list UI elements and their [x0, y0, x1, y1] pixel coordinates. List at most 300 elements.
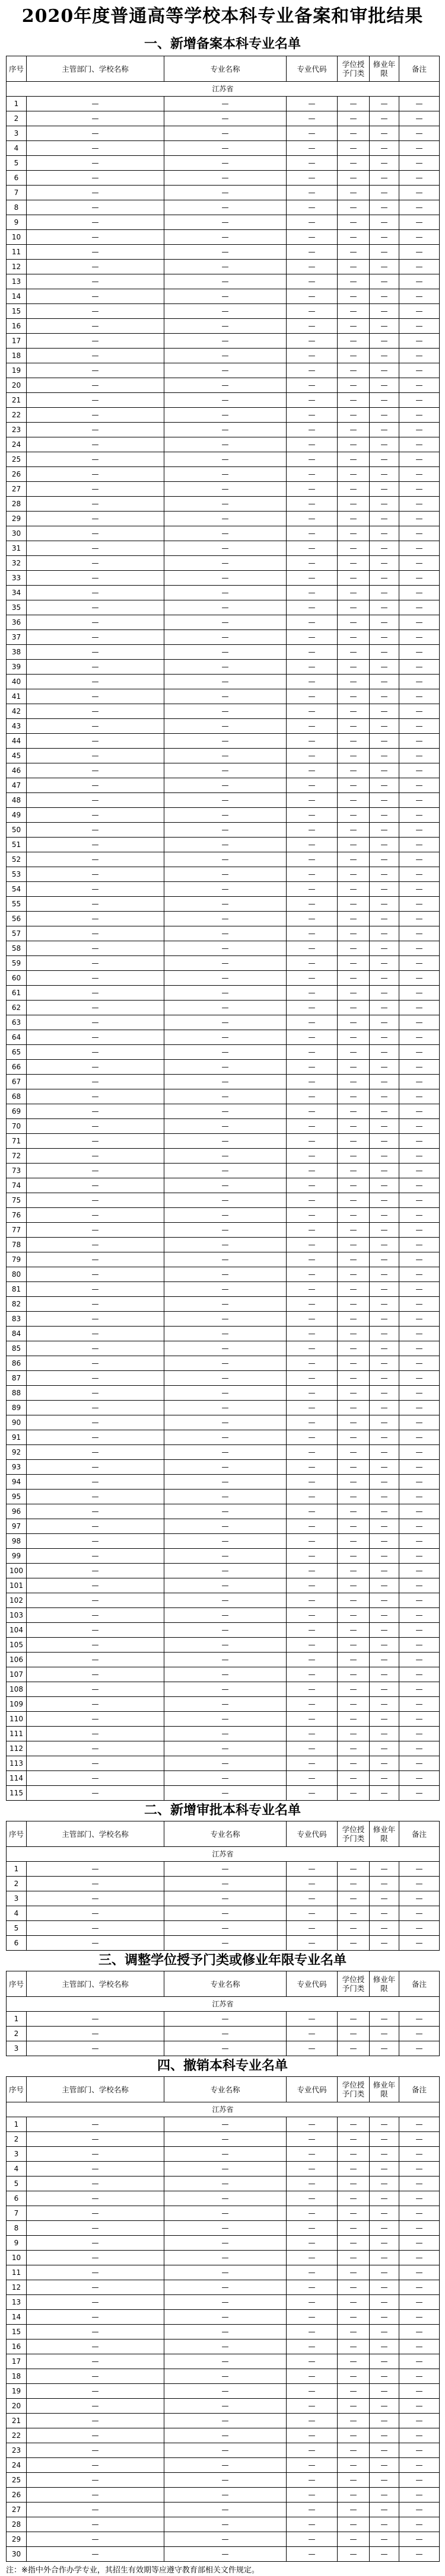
cell-years: — — [370, 2206, 399, 2221]
cell-major: — — [164, 1415, 287, 1430]
cell-code: — — [287, 1475, 338, 1490]
cell-major: — — [164, 823, 287, 838]
cell-years: — — [370, 867, 399, 882]
cell-code: — — [287, 1936, 338, 1951]
row-number: 112 — [7, 1741, 27, 1756]
row-number: 4 — [7, 141, 27, 156]
cell-dept: — — [27, 452, 164, 467]
table-row — [7, 1282, 440, 1297]
row-number: 34 — [7, 586, 27, 600]
cell-code: — — [287, 437, 338, 452]
row-number: 17 — [7, 334, 27, 349]
cell-years: — — [370, 349, 399, 363]
cell-major: — — [164, 1119, 287, 1134]
header-dept: 主管部门、学校名称 — [27, 56, 164, 82]
table-row — [7, 289, 440, 304]
cell-major: — — [164, 245, 287, 260]
cell-years: — — [370, 1341, 399, 1356]
cell-dept: — — [27, 482, 164, 497]
row-number: 1 — [7, 1862, 27, 1877]
cell-code: — — [287, 497, 338, 512]
cell-years: — — [370, 1119, 399, 1134]
cell-note: — — [399, 2458, 440, 2473]
cell-major: — — [164, 1623, 287, 1638]
table-row — [7, 689, 440, 704]
row-number: 2 — [7, 111, 27, 126]
cell-years: — — [370, 2221, 399, 2236]
cell-note: — — [399, 1475, 440, 1490]
cell-years: — — [370, 1460, 399, 1475]
header-note: 备注 — [399, 1821, 440, 1847]
cell-major: — — [164, 1327, 287, 1341]
row-number: 11 — [7, 245, 27, 260]
cell-code: — — [287, 675, 338, 689]
cell-note: — — [399, 1164, 440, 1178]
cell-years: — — [370, 126, 399, 141]
cell-dept: — — [27, 2354, 164, 2369]
cell-dept: — — [27, 349, 164, 363]
cell-dept: — — [27, 1104, 164, 1119]
table-header-row — [7, 1821, 440, 1847]
cell-major: — — [164, 660, 287, 675]
cell-note: — — [399, 1578, 440, 1593]
cell-note: — — [399, 867, 440, 882]
table-row — [7, 882, 440, 897]
table-row — [7, 586, 440, 600]
cell-code: — — [287, 408, 338, 423]
cell-note: — — [399, 734, 440, 749]
cell-major: — — [164, 645, 287, 660]
row-number: 30 — [7, 526, 27, 541]
cell-code: — — [287, 1089, 338, 1104]
cell-major: — — [164, 1252, 287, 1267]
cell-dept: — — [27, 689, 164, 704]
cell-dept: — — [27, 852, 164, 867]
cell-major: — — [164, 897, 287, 912]
cell-note: — — [399, 541, 440, 556]
cell-dept: — — [27, 230, 164, 245]
cell-degree: — — [338, 719, 370, 734]
cell-degree: — — [338, 1223, 370, 1238]
cell-major: — — [164, 1149, 287, 1164]
cell-dept: — — [27, 719, 164, 734]
cell-years: — — [370, 1030, 399, 1045]
region-row — [7, 82, 440, 97]
cell-dept: — — [27, 1386, 164, 1401]
cell-note: — — [399, 186, 440, 200]
cell-degree: — — [338, 1549, 370, 1564]
cell-major: — — [164, 230, 287, 245]
cell-dept: — — [27, 1460, 164, 1475]
cell-years: — — [370, 2177, 399, 2191]
cell-dept: — — [27, 1504, 164, 1519]
row-number: 94 — [7, 1475, 27, 1490]
table-row — [7, 1193, 440, 1208]
table-row — [7, 1371, 440, 1386]
cell-code: — — [287, 793, 338, 808]
cell-note: — — [399, 823, 440, 838]
cell-code: — — [287, 2443, 338, 2458]
table-row — [7, 1327, 440, 1341]
cell-note: — — [399, 482, 440, 497]
cell-years: — — [370, 363, 399, 378]
cell-major: — — [164, 126, 287, 141]
cell-years: — — [370, 1178, 399, 1193]
cell-degree: — — [338, 660, 370, 675]
cell-code: — — [287, 808, 338, 823]
cell-dept: — — [27, 912, 164, 926]
cell-code: — — [287, 1564, 338, 1578]
table-header-row — [7, 2077, 440, 2102]
table-row — [7, 1075, 440, 1089]
table-row — [7, 986, 440, 1001]
cell-dept: — — [27, 1356, 164, 1371]
cell-years: — — [370, 2532, 399, 2547]
cell-note: — — [399, 171, 440, 186]
cell-code: — — [287, 1727, 338, 1741]
cell-degree: — — [338, 675, 370, 689]
row-number: 9 — [7, 215, 27, 230]
cell-dept: — — [27, 497, 164, 512]
row-number: 19 — [7, 363, 27, 378]
row-number: 38 — [7, 645, 27, 660]
cell-dept: — — [27, 1756, 164, 1771]
cell-degree: — — [338, 645, 370, 660]
table-row — [7, 1891, 440, 1906]
table-row — [7, 793, 440, 808]
cell-note: — — [399, 2488, 440, 2503]
cell-dept: — — [27, 2041, 164, 2056]
cell-dept: — — [27, 437, 164, 452]
cell-note: — — [399, 971, 440, 986]
cell-major: — — [164, 734, 287, 749]
cell-dept: — — [27, 1327, 164, 1341]
cell-code: — — [287, 1341, 338, 1356]
cell-code: — — [287, 423, 338, 437]
cell-major: — — [164, 912, 287, 926]
cell-note: — — [399, 1697, 440, 1712]
cell-years: — — [370, 230, 399, 245]
cell-dept: — — [27, 2012, 164, 2027]
cell-note: — — [399, 1356, 440, 1371]
table-row — [7, 1445, 440, 1460]
cell-dept: — — [27, 986, 164, 1001]
cell-major: — — [164, 1060, 287, 1075]
cell-note: — — [399, 1460, 440, 1475]
cell-degree: — — [338, 1756, 370, 1771]
cell-major: — — [164, 1282, 287, 1297]
cell-note: — — [399, 1030, 440, 1045]
row-number: 16 — [7, 319, 27, 334]
cell-years: — — [370, 2369, 399, 2384]
table-row — [7, 423, 440, 437]
cell-dept: — — [27, 1282, 164, 1297]
cell-degree: — — [338, 482, 370, 497]
cell-degree: — — [338, 2340, 370, 2354]
cell-note: — — [399, 1756, 440, 1771]
table-row — [7, 274, 440, 289]
cell-years: — — [370, 2041, 399, 2056]
header-no: 序号 — [7, 1971, 27, 1997]
row-number: 13 — [7, 274, 27, 289]
cell-years: — — [370, 2295, 399, 2310]
cell-degree: — — [338, 289, 370, 304]
cell-degree: — — [338, 2027, 370, 2041]
cell-note: — — [399, 1727, 440, 1741]
cell-code: — — [287, 452, 338, 467]
cell-code: — — [287, 2458, 338, 2473]
row-number: 7 — [7, 2206, 27, 2221]
cell-dept: — — [27, 1667, 164, 1682]
cell-degree: — — [338, 1475, 370, 1490]
cell-years: — — [370, 645, 399, 660]
cell-degree: — — [338, 2206, 370, 2221]
cell-code: — — [287, 2369, 338, 2384]
cell-major: — — [164, 1593, 287, 1608]
table-row — [7, 2147, 440, 2162]
cell-degree: — — [338, 126, 370, 141]
cell-degree: — — [338, 1149, 370, 1164]
cell-degree: — — [338, 2443, 370, 2458]
header-major: 专业名称 — [164, 1971, 287, 1997]
cell-note: — — [399, 1877, 440, 1891]
cell-note: — — [399, 289, 440, 304]
row-number: 3 — [7, 2147, 27, 2162]
cell-degree: — — [338, 2132, 370, 2147]
table-row — [7, 2191, 440, 2206]
cell-dept: — — [27, 1727, 164, 1741]
cell-degree: — — [338, 2280, 370, 2295]
row-number: 6 — [7, 171, 27, 186]
cell-code: — — [287, 586, 338, 600]
row-number: 2 — [7, 1877, 27, 1891]
table-row — [7, 2265, 440, 2280]
cell-years: — — [370, 111, 399, 126]
cell-degree: — — [338, 1356, 370, 1371]
cell-note: — — [399, 245, 440, 260]
row-number: 20 — [7, 378, 27, 393]
cell-degree: — — [338, 408, 370, 423]
cell-major: — — [164, 1371, 287, 1386]
cell-years: — — [370, 274, 399, 289]
cell-major: — — [164, 630, 287, 645]
cell-major: — — [164, 852, 287, 867]
row-number: 10 — [7, 230, 27, 245]
cell-years: — — [370, 1712, 399, 1727]
cell-years: — — [370, 749, 399, 763]
cell-degree: — — [338, 808, 370, 823]
cell-years: — — [370, 467, 399, 482]
cell-major: — — [164, 1164, 287, 1178]
cell-years: — — [370, 1682, 399, 1697]
row-number: 84 — [7, 1327, 27, 1341]
cell-dept: — — [27, 2191, 164, 2206]
cell-major: — — [164, 393, 287, 408]
cell-note: — — [399, 1490, 440, 1504]
cell-degree: — — [338, 704, 370, 719]
cell-major: — — [164, 1712, 287, 1727]
cell-major: — — [164, 1297, 287, 1312]
cell-major: — — [164, 497, 287, 512]
table-row — [7, 2340, 440, 2354]
row-number: 12 — [7, 2280, 27, 2295]
cell-dept: — — [27, 630, 164, 645]
table-row — [7, 1697, 440, 1712]
cell-note: — — [399, 1282, 440, 1297]
cell-code: — — [287, 526, 338, 541]
cell-major: — — [164, 1030, 287, 1045]
cell-note: — — [399, 423, 440, 437]
cell-dept: — — [27, 2147, 164, 2162]
row-number: 99 — [7, 1549, 27, 1564]
cell-dept: — — [27, 2162, 164, 2177]
row-number: 28 — [7, 2517, 27, 2532]
row-number: 103 — [7, 1608, 27, 1623]
table-row — [7, 437, 440, 452]
table-row — [7, 2458, 440, 2473]
table-row — [7, 1534, 440, 1549]
cell-degree: — — [338, 1936, 370, 1951]
cell-major: — — [164, 1223, 287, 1238]
row-number: 75 — [7, 1193, 27, 1208]
cell-dept: — — [27, 586, 164, 600]
cell-note: — — [399, 1327, 440, 1341]
table-row — [7, 2399, 440, 2414]
table-row — [7, 2117, 440, 2132]
cell-years: — — [370, 971, 399, 986]
cell-years: — — [370, 778, 399, 793]
cell-major: — — [164, 763, 287, 778]
row-number: 72 — [7, 1149, 27, 1164]
cell-note: — — [399, 660, 440, 675]
cell-code: — — [287, 1297, 338, 1312]
row-number: 3 — [7, 2041, 27, 2056]
cell-degree: — — [338, 452, 370, 467]
header-no: 序号 — [7, 56, 27, 82]
table-row — [7, 2310, 440, 2325]
cell-note: — — [399, 556, 440, 571]
cell-major: — — [164, 541, 287, 556]
table-row — [7, 2206, 440, 2221]
cell-dept: — — [27, 763, 164, 778]
cell-code: — — [287, 334, 338, 349]
table-row — [7, 245, 440, 260]
cell-years: — — [370, 1327, 399, 1341]
cell-dept: — — [27, 2488, 164, 2503]
cell-code: — — [287, 1445, 338, 1460]
cell-degree: — — [338, 1623, 370, 1638]
row-number: 29 — [7, 2532, 27, 2547]
cell-note: — — [399, 852, 440, 867]
cell-major: — — [164, 1001, 287, 1015]
cell-dept: — — [27, 423, 164, 437]
cell-code: — — [287, 1238, 338, 1252]
cell-degree: — — [338, 2399, 370, 2414]
cell-dept: — — [27, 1430, 164, 1445]
cell-note: — — [399, 1786, 440, 1801]
cell-years: — — [370, 1430, 399, 1445]
cell-code: — — [287, 1891, 338, 1906]
table-row — [7, 600, 440, 615]
cell-note: — — [399, 512, 440, 526]
cell-note: — — [399, 1386, 440, 1401]
header-years: 修业年限 — [370, 56, 399, 82]
cell-years: — — [370, 1564, 399, 1578]
cell-degree: — — [338, 1786, 370, 1801]
cell-code: — — [287, 823, 338, 838]
header-degree: 学位授予门类 — [338, 1971, 370, 1997]
table-row — [7, 1727, 440, 1741]
cell-degree: — — [338, 867, 370, 882]
cell-note: — — [399, 97, 440, 111]
cell-code: — — [287, 1519, 338, 1534]
cell-note: — — [399, 2325, 440, 2340]
cell-degree: — — [338, 1089, 370, 1104]
cell-major: — — [164, 719, 287, 734]
cell-degree: — — [338, 1134, 370, 1149]
cell-dept: — — [27, 1415, 164, 1430]
table-row — [7, 1015, 440, 1030]
cell-years: — — [370, 1104, 399, 1119]
cell-years: — — [370, 1297, 399, 1312]
cell-dept: — — [27, 1371, 164, 1386]
table-row — [7, 971, 440, 986]
cell-note: — — [399, 2503, 440, 2517]
cell-code: — — [287, 2354, 338, 2369]
row-number: 26 — [7, 2488, 27, 2503]
cell-years: — — [370, 289, 399, 304]
cell-major: — — [164, 334, 287, 349]
region-label: 江苏省 — [7, 1997, 440, 2012]
cell-degree: — — [338, 378, 370, 393]
cell-code: — — [287, 571, 338, 586]
cell-degree: — — [338, 1415, 370, 1430]
row-number: 7 — [7, 186, 27, 200]
cell-years: — — [370, 1921, 399, 1936]
cell-major: — — [164, 2384, 287, 2399]
row-number: 10 — [7, 2251, 27, 2265]
row-number: 43 — [7, 719, 27, 734]
cell-dept: — — [27, 2547, 164, 2562]
table-row — [7, 393, 440, 408]
cell-dept: — — [27, 541, 164, 556]
cell-code: — — [287, 1460, 338, 1475]
cell-years: — — [370, 1623, 399, 1638]
cell-years: — — [370, 2027, 399, 2041]
cell-major: — — [164, 1608, 287, 1623]
cell-major: — — [164, 1208, 287, 1223]
cell-major: — — [164, 1075, 287, 1089]
cell-major: — — [164, 1877, 287, 1891]
cell-note: — — [399, 2221, 440, 2236]
row-number: 37 — [7, 630, 27, 645]
cell-code: — — [287, 2280, 338, 2295]
cell-degree: — — [338, 1727, 370, 1741]
cell-code: — — [287, 2041, 338, 2056]
cell-note: — — [399, 1149, 440, 1164]
cell-years: — — [370, 1638, 399, 1653]
row-number: 19 — [7, 2384, 27, 2399]
cell-note: — — [399, 156, 440, 171]
cell-code: — — [287, 749, 338, 763]
cell-note: — — [399, 586, 440, 600]
cell-dept: — — [27, 378, 164, 393]
cell-degree: — — [338, 1578, 370, 1593]
cell-years: — — [370, 838, 399, 852]
cell-note: — — [399, 1921, 440, 1936]
cell-code: — — [287, 2310, 338, 2325]
cell-code: — — [287, 763, 338, 778]
